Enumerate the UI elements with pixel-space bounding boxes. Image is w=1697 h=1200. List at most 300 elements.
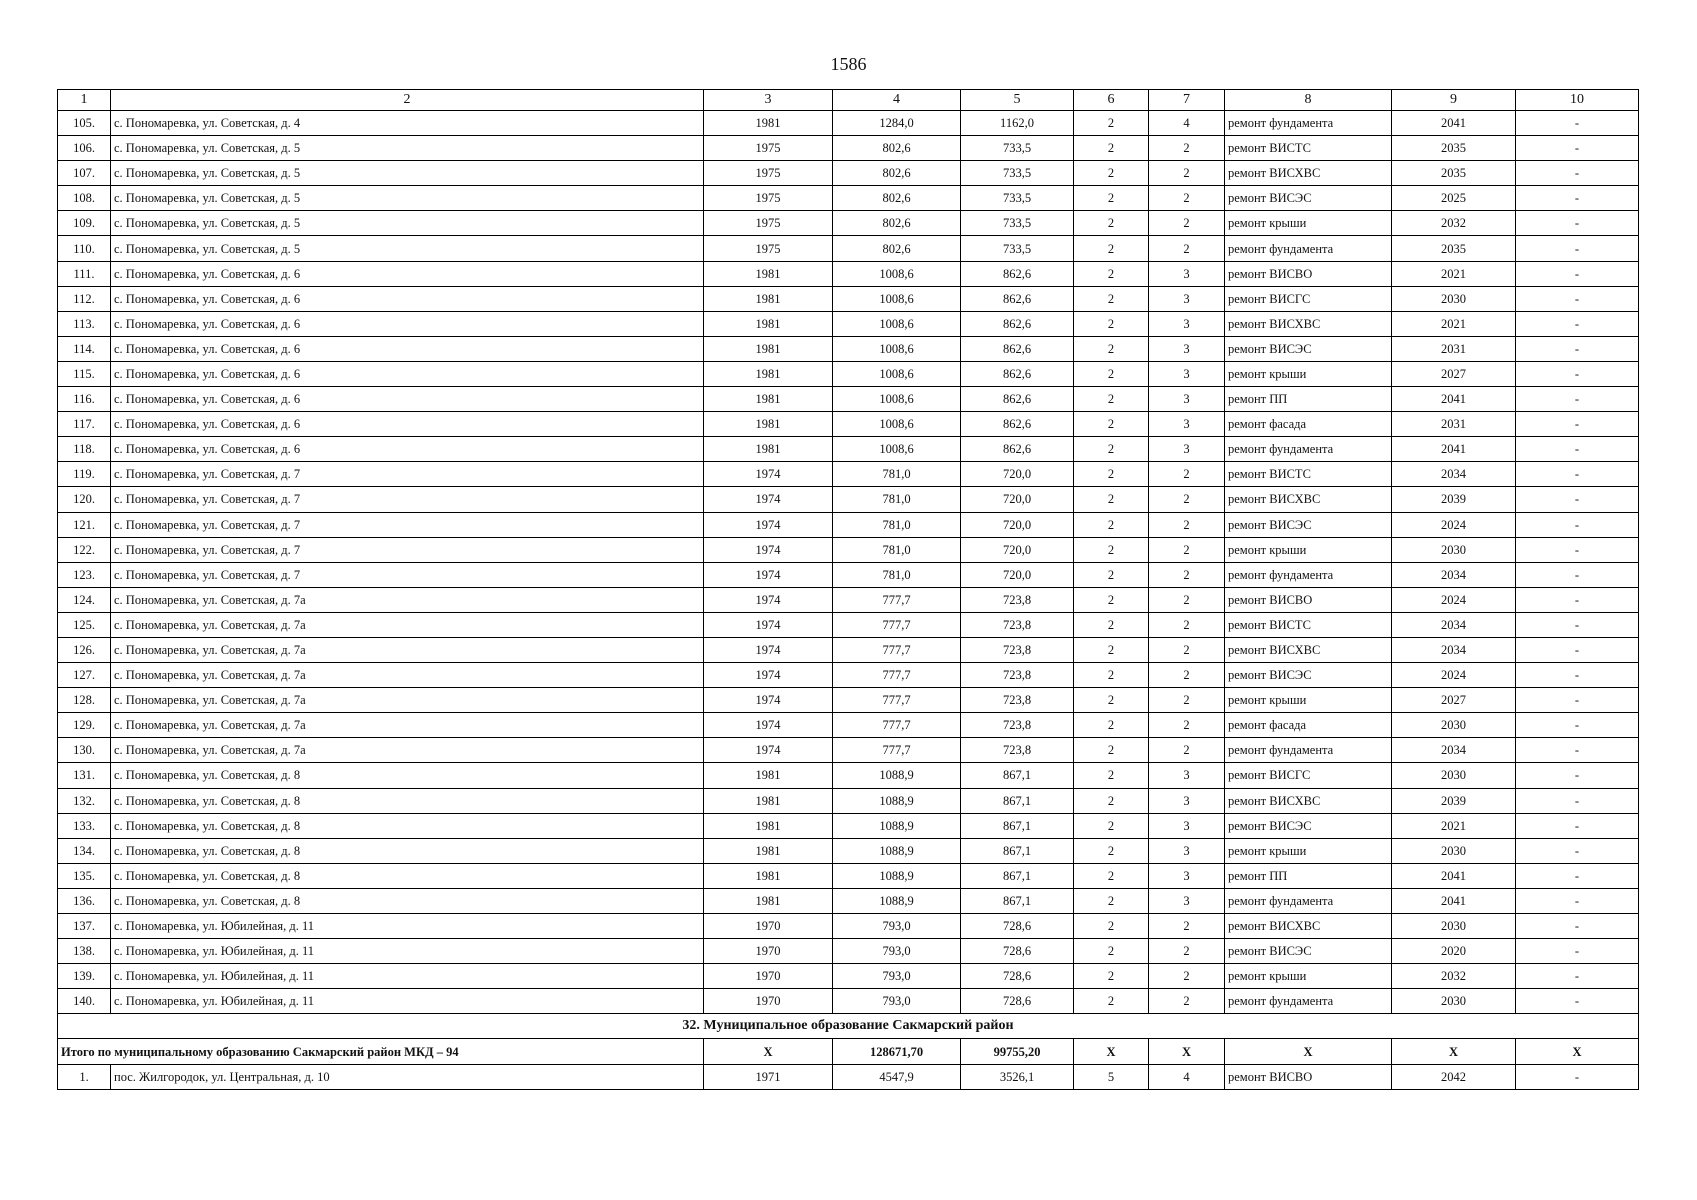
living-area-cell: 3526,1 <box>961 1064 1074 1089</box>
entrances-cell: 3 <box>1149 888 1225 913</box>
repair-type-cell: ремонт ВИСТС <box>1225 462 1392 487</box>
row-number-cell: 138. <box>58 939 111 964</box>
living-area-cell: 720,0 <box>961 487 1074 512</box>
living-area-cell: 1162,0 <box>961 111 1074 136</box>
table-row <box>58 788 1639 813</box>
year-built-cell: 1981 <box>704 286 833 311</box>
living-area-cell: 867,1 <box>961 763 1074 788</box>
table-row <box>58 562 1639 587</box>
entrances-cell: 3 <box>1149 813 1225 838</box>
row-number-cell: 123. <box>58 562 111 587</box>
row-number-cell: 131. <box>58 763 111 788</box>
year-built-cell: 1971 <box>704 1064 833 1089</box>
planned-year-cell: 2042 <box>1392 1064 1516 1089</box>
note-cell: - <box>1516 813 1639 838</box>
floors-cell: 5 <box>1074 1064 1149 1089</box>
entrances-cell: 3 <box>1149 437 1225 462</box>
living-area-cell: 733,5 <box>961 136 1074 161</box>
floors-cell: 2 <box>1074 512 1149 537</box>
total-area-cell: 802,6 <box>833 211 961 236</box>
repair-type-cell: ремонт ВИСГС <box>1225 286 1392 311</box>
row-number-cell: 125. <box>58 612 111 637</box>
row-number-cell: 136. <box>58 888 111 913</box>
living-area-cell: 862,6 <box>961 361 1074 386</box>
total-area-cell: 781,0 <box>833 512 961 537</box>
address-cell: с. Пономаревка, ул. Советская, д. 8 <box>111 838 704 863</box>
address-cell: с. Пономаревка, ул. Советская, д. 8 <box>111 788 704 813</box>
total-area-cell: 777,7 <box>833 587 961 612</box>
planned-year-cell: 2032 <box>1392 211 1516 236</box>
planned-year-cell: 2034 <box>1392 562 1516 587</box>
table-row <box>58 211 1639 236</box>
row-number-cell: 109. <box>58 211 111 236</box>
total-area-cell: 777,7 <box>833 688 961 713</box>
table-row <box>58 361 1639 386</box>
note-cell: - <box>1516 512 1639 537</box>
table-row <box>58 111 1639 136</box>
living-area-cell: 733,5 <box>961 211 1074 236</box>
total-area-cell: 777,7 <box>833 738 961 763</box>
year-built-cell: 1974 <box>704 688 833 713</box>
table-row <box>58 161 1639 186</box>
table-row <box>58 838 1639 863</box>
planned-year-cell: 2041 <box>1392 387 1516 412</box>
repair-type-cell: ремонт ВИСВО <box>1225 261 1392 286</box>
address-cell: с. Пономаревка, ул. Советская, д. 7а <box>111 738 704 763</box>
repair-type-cell: ремонт ВИСТС <box>1225 612 1392 637</box>
repair-type-cell: ремонт ВИСЭС <box>1225 663 1392 688</box>
entrances-cell: 3 <box>1149 788 1225 813</box>
floors-cell: 2 <box>1074 211 1149 236</box>
year-built-cell: 1974 <box>704 537 833 562</box>
row-number-cell: 126. <box>58 637 111 662</box>
address-cell: с. Пономаревка, ул. Советская, д. 5 <box>111 136 704 161</box>
table-row <box>58 437 1639 462</box>
year-built-cell: 1974 <box>704 562 833 587</box>
entrances-cell: 2 <box>1149 562 1225 587</box>
address-cell: с. Пономаревка, ул. Советская, д. 7а <box>111 663 704 688</box>
table-row <box>58 637 1639 662</box>
living-area-cell: 733,5 <box>961 236 1074 261</box>
planned-year-cell: 2034 <box>1392 612 1516 637</box>
row-number-cell: 110. <box>58 236 111 261</box>
living-area-cell: 720,0 <box>961 562 1074 587</box>
floors-cell: 2 <box>1074 989 1149 1014</box>
note-cell: - <box>1516 788 1639 813</box>
address-cell: с. Пономаревка, ул. Советская, д. 6 <box>111 311 704 336</box>
repair-type-cell: ремонт ВИСХВС <box>1225 788 1392 813</box>
floors-cell: 2 <box>1074 738 1149 763</box>
entrances-cell: 2 <box>1149 161 1225 186</box>
floors-cell: 2 <box>1074 863 1149 888</box>
year-built-cell: 1974 <box>704 587 833 612</box>
total-area-cell: 802,6 <box>833 236 961 261</box>
row-number-cell: 120. <box>58 487 111 512</box>
note-cell: - <box>1516 663 1639 688</box>
note-cell: - <box>1516 637 1639 662</box>
section-title: 32. Муниципальное образование Сакмарский район <box>58 1014 1639 1039</box>
planned-year-cell: 2027 <box>1392 688 1516 713</box>
planned-year-cell: 2024 <box>1392 512 1516 537</box>
entrances-cell: 2 <box>1149 914 1225 939</box>
note-cell: - <box>1516 713 1639 738</box>
repair-type-cell: ремонт фасада <box>1225 713 1392 738</box>
row-number-cell: 119. <box>58 462 111 487</box>
planned-year-cell: 2024 <box>1392 663 1516 688</box>
table-row <box>58 813 1639 838</box>
floors-cell: 2 <box>1074 788 1149 813</box>
entrances-cell: 2 <box>1149 738 1225 763</box>
living-area-cell: 867,1 <box>961 888 1074 913</box>
living-area-cell: 723,8 <box>961 688 1074 713</box>
note-cell: - <box>1516 612 1639 637</box>
table-row <box>58 939 1639 964</box>
total-area-cell: 1008,6 <box>833 286 961 311</box>
floors-cell: 2 <box>1074 111 1149 136</box>
living-area-cell: 733,5 <box>961 161 1074 186</box>
floors-cell: 2 <box>1074 186 1149 211</box>
repair-type-cell: ремонт крыши <box>1225 211 1392 236</box>
year-built-cell: 1975 <box>704 211 833 236</box>
address-cell: с. Пономаревка, ул. Советская, д. 6 <box>111 336 704 361</box>
total-value: X <box>1392 1039 1516 1064</box>
row-number-cell: 116. <box>58 387 111 412</box>
planned-year-cell: 2030 <box>1392 763 1516 788</box>
row-number-cell: 108. <box>58 186 111 211</box>
entrances-cell: 4 <box>1149 111 1225 136</box>
note-cell: - <box>1516 311 1639 336</box>
floors-cell: 2 <box>1074 587 1149 612</box>
total-area-cell: 781,0 <box>833 462 961 487</box>
repair-type-cell: ремонт ВИСЭС <box>1225 939 1392 964</box>
note-cell: - <box>1516 939 1639 964</box>
floors-cell: 2 <box>1074 261 1149 286</box>
note-cell: - <box>1516 387 1639 412</box>
living-area-cell: 723,8 <box>961 587 1074 612</box>
floors-cell: 2 <box>1074 387 1149 412</box>
address-cell: с. Пономаревка, ул. Юбилейная, д. 11 <box>111 964 704 989</box>
table-row <box>58 412 1639 437</box>
year-built-cell: 1970 <box>704 989 833 1014</box>
total-area-cell: 1008,6 <box>833 361 961 386</box>
address-cell: с. Пономаревка, ул. Советская, д. 6 <box>111 412 704 437</box>
address-cell: с. Пономаревка, ул. Советская, д. 7 <box>111 537 704 562</box>
row-number-cell: 106. <box>58 136 111 161</box>
total-value: X <box>1516 1039 1639 1064</box>
total-area-cell: 802,6 <box>833 136 961 161</box>
planned-year-cell: 2032 <box>1392 964 1516 989</box>
year-built-cell: 1981 <box>704 111 833 136</box>
entrances-cell: 2 <box>1149 989 1225 1014</box>
table-row <box>58 738 1639 763</box>
repair-type-cell: ремонт фундамента <box>1225 236 1392 261</box>
entrances-cell: 3 <box>1149 336 1225 361</box>
column-header-2: 2 <box>111 90 704 111</box>
living-area-cell: 720,0 <box>961 512 1074 537</box>
note-cell: - <box>1516 412 1639 437</box>
repair-type-cell: ремонт крыши <box>1225 361 1392 386</box>
repair-type-cell: ремонт фундамента <box>1225 989 1392 1014</box>
floors-cell: 2 <box>1074 637 1149 662</box>
repair-type-cell: ремонт крыши <box>1225 838 1392 863</box>
year-built-cell: 1970 <box>704 914 833 939</box>
total-area-cell: 777,7 <box>833 637 961 662</box>
total-area-cell: 802,6 <box>833 161 961 186</box>
repair-type-cell: ремонт ВИСВО <box>1225 1064 1392 1089</box>
table-row <box>58 186 1639 211</box>
row-number-cell: 128. <box>58 688 111 713</box>
address-cell: с. Пономаревка, ул. Советская, д. 8 <box>111 863 704 888</box>
repair-type-cell: ремонт ВИСЭС <box>1225 336 1392 361</box>
row-number-cell: 1. <box>58 1064 111 1089</box>
planned-year-cell: 2021 <box>1392 813 1516 838</box>
table-row <box>58 888 1639 913</box>
floors-cell: 2 <box>1074 236 1149 261</box>
table-row <box>58 136 1639 161</box>
floors-cell: 2 <box>1074 311 1149 336</box>
year-built-cell: 1975 <box>704 161 833 186</box>
address-cell: с. Пономаревка, ул. Советская, д. 7 <box>111 462 704 487</box>
total-row <box>58 1039 1639 1064</box>
year-built-cell: 1975 <box>704 186 833 211</box>
planned-year-cell: 2039 <box>1392 487 1516 512</box>
year-built-cell: 1981 <box>704 888 833 913</box>
repair-type-cell: ремонт крыши <box>1225 688 1392 713</box>
living-area-cell: 862,6 <box>961 286 1074 311</box>
year-built-cell: 1981 <box>704 261 833 286</box>
row-number-cell: 118. <box>58 437 111 462</box>
table-row <box>58 311 1639 336</box>
entrances-cell: 3 <box>1149 863 1225 888</box>
address-cell: с. Пономаревка, ул. Советская, д. 7а <box>111 637 704 662</box>
repair-type-cell: ремонт ПП <box>1225 863 1392 888</box>
table-row <box>58 863 1639 888</box>
address-cell: с. Пономаревка, ул. Советская, д. 6 <box>111 387 704 412</box>
planned-year-cell: 2030 <box>1392 286 1516 311</box>
note-cell: - <box>1516 763 1639 788</box>
entrances-cell: 2 <box>1149 537 1225 562</box>
floors-cell: 2 <box>1074 763 1149 788</box>
year-built-cell: 1981 <box>704 311 833 336</box>
entrances-cell: 2 <box>1149 612 1225 637</box>
note-cell: - <box>1516 437 1639 462</box>
year-built-cell: 1981 <box>704 412 833 437</box>
address-cell: с. Пономаревка, ул. Юбилейная, д. 11 <box>111 914 704 939</box>
total-value: X <box>1074 1039 1149 1064</box>
floors-cell: 2 <box>1074 487 1149 512</box>
address-cell: с. Пономаревка, ул. Советская, д. 7 <box>111 512 704 537</box>
note-cell: - <box>1516 989 1639 1014</box>
repair-type-cell: ремонт ВИСХВС <box>1225 914 1392 939</box>
year-built-cell: 1981 <box>704 336 833 361</box>
total-area-cell: 1088,9 <box>833 888 961 913</box>
entrances-cell: 2 <box>1149 939 1225 964</box>
entrances-cell: 2 <box>1149 462 1225 487</box>
entrances-cell: 3 <box>1149 286 1225 311</box>
note-cell: - <box>1516 562 1639 587</box>
note-cell: - <box>1516 336 1639 361</box>
entrances-cell: 2 <box>1149 587 1225 612</box>
living-area-cell: 867,1 <box>961 813 1074 838</box>
note-cell: - <box>1516 211 1639 236</box>
floors-cell: 2 <box>1074 286 1149 311</box>
planned-year-cell: 2030 <box>1392 914 1516 939</box>
planned-year-cell: 2034 <box>1392 738 1516 763</box>
note-cell: - <box>1516 838 1639 863</box>
address-cell: с. Пономаревка, ул. Юбилейная, д. 11 <box>111 939 704 964</box>
living-area-cell: 728,6 <box>961 939 1074 964</box>
address-cell: с. Пономаревка, ул. Советская, д. 8 <box>111 763 704 788</box>
planned-year-cell: 2020 <box>1392 939 1516 964</box>
planned-year-cell: 2034 <box>1392 637 1516 662</box>
total-area-cell: 793,0 <box>833 914 961 939</box>
note-cell: - <box>1516 261 1639 286</box>
floors-cell: 2 <box>1074 136 1149 161</box>
row-number-cell: 129. <box>58 713 111 738</box>
header-row <box>58 90 1639 111</box>
planned-year-cell: 2030 <box>1392 838 1516 863</box>
planned-year-cell: 2024 <box>1392 587 1516 612</box>
address-cell: с. Пономаревка, ул. Советская, д. 7 <box>111 487 704 512</box>
note-cell: - <box>1516 286 1639 311</box>
planned-year-cell: 2021 <box>1392 261 1516 286</box>
living-area-cell: 862,6 <box>961 261 1074 286</box>
repair-type-cell: ремонт ВИСЭС <box>1225 813 1392 838</box>
row-number-cell: 130. <box>58 738 111 763</box>
table-row <box>58 286 1639 311</box>
row-number-cell: 113. <box>58 311 111 336</box>
year-built-cell: 1970 <box>704 939 833 964</box>
address-cell: с. Пономаревка, ул. Советская, д. 7а <box>111 688 704 713</box>
floors-cell: 2 <box>1074 914 1149 939</box>
living-area-cell: 862,6 <box>961 336 1074 361</box>
table-row <box>58 989 1639 1014</box>
living-area-cell: 733,5 <box>961 186 1074 211</box>
column-header-6: 6 <box>1074 90 1149 111</box>
row-number-cell: 111. <box>58 261 111 286</box>
table-row <box>58 261 1639 286</box>
living-area-cell: 723,8 <box>961 663 1074 688</box>
entrances-cell: 3 <box>1149 763 1225 788</box>
living-area-cell: 723,8 <box>961 637 1074 662</box>
living-area-cell: 720,0 <box>961 537 1074 562</box>
total-area-cell: 1088,9 <box>833 863 961 888</box>
living-area-cell: 723,8 <box>961 738 1074 763</box>
table-row <box>58 236 1639 261</box>
total-value: X <box>1149 1039 1225 1064</box>
row-number-cell: 121. <box>58 512 111 537</box>
planned-year-cell: 2021 <box>1392 311 1516 336</box>
planned-year-cell: 2039 <box>1392 788 1516 813</box>
repair-type-cell: ремонт фундамента <box>1225 111 1392 136</box>
note-cell: - <box>1516 136 1639 161</box>
table-row <box>58 512 1639 537</box>
note-cell: - <box>1516 537 1639 562</box>
year-built-cell: 1974 <box>704 462 833 487</box>
row-number-cell: 132. <box>58 788 111 813</box>
total-area-cell: 1008,6 <box>833 437 961 462</box>
living-area-cell: 723,8 <box>961 612 1074 637</box>
living-area-cell: 867,1 <box>961 863 1074 888</box>
repair-type-cell: ремонт фундамента <box>1225 888 1392 913</box>
address-cell: с. Пономаревка, ул. Советская, д. 4 <box>111 111 704 136</box>
row-number-cell: 133. <box>58 813 111 838</box>
planned-year-cell: 2041 <box>1392 437 1516 462</box>
year-built-cell: 1974 <box>704 637 833 662</box>
column-header-7: 7 <box>1149 90 1225 111</box>
total-area-cell: 1088,9 <box>833 813 961 838</box>
floors-cell: 2 <box>1074 336 1149 361</box>
column-header-10: 10 <box>1516 90 1639 111</box>
year-built-cell: 1974 <box>704 713 833 738</box>
planned-year-cell: 2030 <box>1392 537 1516 562</box>
section-row <box>58 1014 1639 1039</box>
total-area-cell: 777,7 <box>833 713 961 738</box>
note-cell: - <box>1516 888 1639 913</box>
row-number-cell: 117. <box>58 412 111 437</box>
entrances-cell: 2 <box>1149 186 1225 211</box>
row-number-cell: 127. <box>58 663 111 688</box>
total-area-cell: 1088,9 <box>833 788 961 813</box>
table-row <box>58 964 1639 989</box>
entrances-cell: 2 <box>1149 136 1225 161</box>
floors-cell: 2 <box>1074 888 1149 913</box>
address-cell: с. Пономаревка, ул. Советская, д. 7 <box>111 562 704 587</box>
table-row <box>58 663 1639 688</box>
entrances-cell: 2 <box>1149 487 1225 512</box>
note-cell: - <box>1516 462 1639 487</box>
note-cell: - <box>1516 161 1639 186</box>
year-built-cell: 1981 <box>704 838 833 863</box>
living-area-cell: 723,8 <box>961 713 1074 738</box>
year-built-cell: 1981 <box>704 763 833 788</box>
floors-cell: 2 <box>1074 838 1149 863</box>
year-built-cell: 1970 <box>704 964 833 989</box>
entrances-cell: 2 <box>1149 663 1225 688</box>
repair-type-cell: ремонт ВИСХВС <box>1225 311 1392 336</box>
year-built-cell: 1974 <box>704 663 833 688</box>
row-number-cell: 124. <box>58 587 111 612</box>
table-row <box>58 612 1639 637</box>
note-cell: - <box>1516 111 1639 136</box>
repair-type-cell: ремонт ВИСЭС <box>1225 186 1392 211</box>
floors-cell: 2 <box>1074 939 1149 964</box>
table-row <box>58 713 1639 738</box>
living-area-cell: 728,6 <box>961 914 1074 939</box>
repair-type-cell: ремонт ВИСХВС <box>1225 161 1392 186</box>
floors-cell: 2 <box>1074 412 1149 437</box>
total-value: 128671,70 <box>833 1039 961 1064</box>
year-built-cell: 1975 <box>704 136 833 161</box>
floors-cell: 2 <box>1074 663 1149 688</box>
planned-year-cell: 2031 <box>1392 336 1516 361</box>
repair-type-cell: ремонт фундамента <box>1225 738 1392 763</box>
planned-year-cell: 2030 <box>1392 713 1516 738</box>
floors-cell: 2 <box>1074 612 1149 637</box>
table-row <box>58 688 1639 713</box>
entrances-cell: 2 <box>1149 688 1225 713</box>
year-built-cell: 1974 <box>704 612 833 637</box>
year-built-cell: 1981 <box>704 863 833 888</box>
address-cell: с. Пономаревка, ул. Советская, д. 5 <box>111 211 704 236</box>
entrances-cell: 3 <box>1149 361 1225 386</box>
address-cell: с. Пономаревка, ул. Юбилейная, д. 11 <box>111 989 704 1014</box>
column-header-3: 3 <box>704 90 833 111</box>
total-area-cell: 777,7 <box>833 612 961 637</box>
row-number-cell: 134. <box>58 838 111 863</box>
total-area-cell: 802,6 <box>833 186 961 211</box>
repair-type-cell: ремонт ВИСЭС <box>1225 512 1392 537</box>
